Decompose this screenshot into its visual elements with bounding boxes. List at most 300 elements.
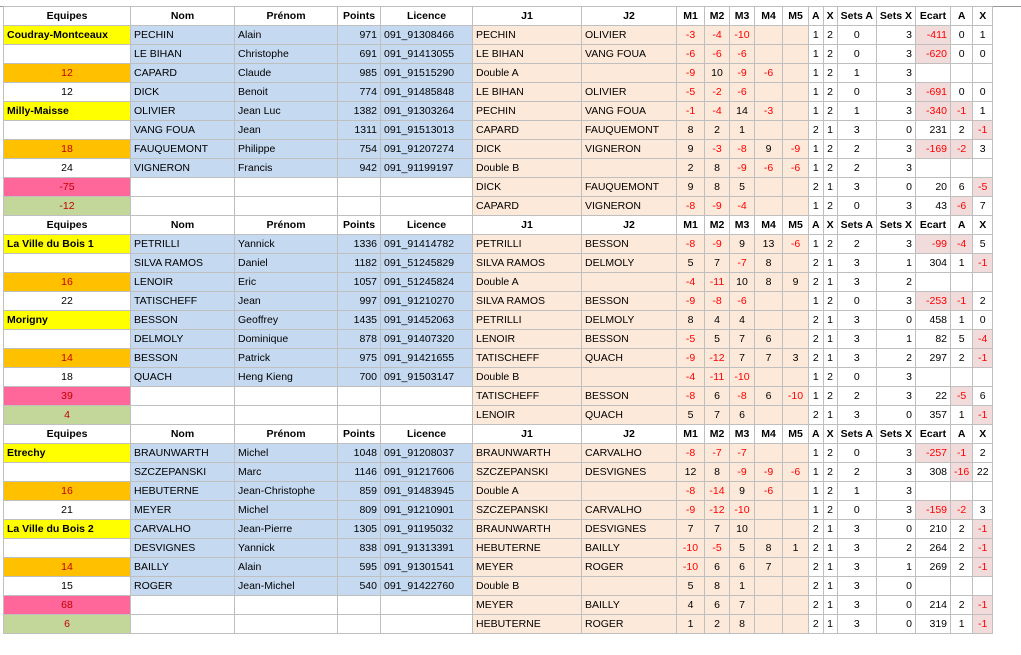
match-player1-cell[interactable]: BRAUNWARTH	[473, 520, 582, 539]
player-points-cell[interactable]: 971	[338, 26, 381, 45]
ecart-cell[interactable]: 214	[916, 596, 951, 615]
set-score-cell-m4[interactable]	[755, 83, 783, 102]
set-score-cell-m5[interactable]	[783, 83, 809, 102]
ecart-cell[interactable]	[916, 368, 951, 387]
player-points-cell[interactable]	[338, 387, 381, 406]
team-cell[interactable]: Morigny	[4, 311, 131, 330]
set-score-cell-m4[interactable]	[755, 368, 783, 387]
set-score-cell-m3[interactable]: 6	[730, 558, 755, 577]
match-player1-cell[interactable]: SZCZEPANSKI	[473, 501, 582, 520]
player-name-cell[interactable]: PETRILLI	[131, 235, 235, 254]
match-player2-cell[interactable]	[582, 482, 677, 501]
set-score-cell-m2[interactable]: 10	[705, 64, 730, 83]
winner-a-cell[interactable]: 2	[809, 520, 824, 539]
set-score-cell-m5[interactable]: -9	[783, 140, 809, 159]
set-score-cell-m3[interactable]: -8	[730, 140, 755, 159]
player-points-cell[interactable]: 809	[338, 501, 381, 520]
player-name-cell[interactable]: OLIVIER	[131, 102, 235, 121]
winner-x-cell[interactable]: 1	[823, 406, 837, 425]
ecart-cell[interactable]: -169	[916, 140, 951, 159]
column-header-m2[interactable]: M2	[705, 216, 730, 235]
ecart-cell[interactable]: -691	[916, 83, 951, 102]
set-score-cell-m3[interactable]: 7	[730, 596, 755, 615]
set-score-cell-m5[interactable]	[783, 577, 809, 596]
set-score-cell-m3[interactable]: 10	[730, 520, 755, 539]
column-header-a[interactable]: A	[809, 216, 824, 235]
set-score-cell-m3[interactable]: 9	[730, 482, 755, 501]
column-header-result-a[interactable]: A	[951, 425, 973, 444]
result-x-cell[interactable]: 3	[973, 501, 993, 520]
result-a-cell[interactable]	[951, 577, 973, 596]
player-name-cell[interactable]: TATISCHEFF	[131, 292, 235, 311]
sets-a-cell[interactable]: 3	[837, 615, 876, 634]
set-score-cell-m2[interactable]: 4	[705, 311, 730, 330]
ecart-cell[interactable]: -99	[916, 235, 951, 254]
team-cell[interactable]: 39	[4, 387, 131, 406]
winner-x-cell[interactable]: 2	[823, 26, 837, 45]
winner-a-cell[interactable]: 2	[809, 577, 824, 596]
match-player1-cell[interactable]: BRAUNWARTH	[473, 444, 582, 463]
column-header-result-a[interactable]: A	[951, 216, 973, 235]
set-score-cell-m3[interactable]: 7	[730, 330, 755, 349]
player-licence-cell[interactable]: 091_91207274	[381, 140, 473, 159]
set-score-cell-m2[interactable]: -12	[705, 349, 730, 368]
player-firstname-cell[interactable]: Jean Luc	[235, 102, 338, 121]
set-score-cell-m3[interactable]: 6	[730, 406, 755, 425]
player-name-cell[interactable]: SZCZEPANSKI	[131, 463, 235, 482]
player-licence-cell[interactable]: 091_91210901	[381, 501, 473, 520]
team-cell[interactable]: Etrechy	[4, 444, 131, 463]
column-header-a[interactable]: A	[809, 425, 824, 444]
sets-a-cell[interactable]: 3	[837, 311, 876, 330]
match-player1-cell[interactable]: HEBUTERNE	[473, 615, 582, 634]
player-name-cell[interactable]: VANG FOUA	[131, 121, 235, 140]
player-points-cell[interactable]: 1305	[338, 520, 381, 539]
player-firstname-cell[interactable]: Yannick	[235, 539, 338, 558]
player-licence-cell[interactable]: 091_91503147	[381, 368, 473, 387]
result-x-cell[interactable]	[973, 577, 993, 596]
set-score-cell-m3[interactable]: -10	[730, 368, 755, 387]
set-score-cell-m1[interactable]: -5	[677, 83, 705, 102]
result-x-cell[interactable]	[973, 482, 993, 501]
result-x-cell[interactable]	[973, 368, 993, 387]
ecart-cell[interactable]: 304	[916, 254, 951, 273]
set-score-cell-m5[interactable]	[783, 254, 809, 273]
match-player2-cell[interactable]: DESVIGNES	[582, 463, 677, 482]
set-score-cell-m4[interactable]: 7	[755, 349, 783, 368]
match-player2-cell[interactable]: QUACH	[582, 406, 677, 425]
team-cell[interactable]: 14	[4, 349, 131, 368]
match-player2-cell[interactable]: FAUQUEMONT	[582, 121, 677, 140]
match-player1-cell[interactable]: PETRILLI	[473, 311, 582, 330]
player-points-cell[interactable]: 859	[338, 482, 381, 501]
result-x-cell[interactable]: -1	[973, 596, 993, 615]
sets-a-cell[interactable]: 0	[837, 83, 876, 102]
ecart-cell[interactable]	[916, 159, 951, 178]
result-x-cell[interactable]: -1	[973, 406, 993, 425]
set-score-cell-m2[interactable]: -4	[705, 102, 730, 121]
winner-a-cell[interactable]: 2	[809, 596, 824, 615]
player-firstname-cell[interactable]: Jean-Michel	[235, 577, 338, 596]
set-score-cell-m4[interactable]	[755, 121, 783, 140]
column-header-points[interactable]: Points	[338, 425, 381, 444]
ecart-cell[interactable]: 357	[916, 406, 951, 425]
result-x-cell[interactable]: -1	[973, 254, 993, 273]
set-score-cell-m1[interactable]: -3	[677, 26, 705, 45]
result-a-cell[interactable]: 5	[951, 330, 973, 349]
match-player2-cell[interactable]	[582, 368, 677, 387]
ecart-cell[interactable]: -253	[916, 292, 951, 311]
winner-x-cell[interactable]: 1	[823, 577, 837, 596]
result-x-cell[interactable]: 0	[973, 311, 993, 330]
set-score-cell-m4[interactable]: 6	[755, 387, 783, 406]
player-name-cell[interactable]: FAUQUEMONT	[131, 140, 235, 159]
player-points-cell[interactable]: 1435	[338, 311, 381, 330]
player-licence-cell[interactable]	[381, 596, 473, 615]
sets-x-cell[interactable]: 3	[876, 368, 915, 387]
player-licence-cell[interactable]	[381, 615, 473, 634]
player-licence-cell[interactable]: 091_91414782	[381, 235, 473, 254]
winner-a-cell[interactable]: 1	[809, 140, 824, 159]
winner-x-cell[interactable]: 1	[823, 311, 837, 330]
column-header-m2[interactable]: M2	[705, 7, 730, 26]
player-name-cell[interactable]: MEYER	[131, 501, 235, 520]
winner-a-cell[interactable]: 1	[809, 45, 824, 64]
set-score-cell-m1[interactable]: -9	[677, 292, 705, 311]
winner-x-cell[interactable]: 1	[823, 330, 837, 349]
team-cell[interactable]	[4, 330, 131, 349]
set-score-cell-m3[interactable]: -9	[730, 463, 755, 482]
player-name-cell[interactable]: CARVALHO	[131, 520, 235, 539]
column-header-result-x[interactable]: X	[973, 425, 993, 444]
result-a-cell[interactable]	[951, 368, 973, 387]
result-x-cell[interactable]: -4	[973, 330, 993, 349]
result-x-cell[interactable]: 22	[973, 463, 993, 482]
column-header-m5[interactable]: M5	[783, 7, 809, 26]
ecart-cell[interactable]: 458	[916, 311, 951, 330]
set-score-cell-m4[interactable]	[755, 596, 783, 615]
winner-x-cell[interactable]: 2	[823, 387, 837, 406]
set-score-cell-m5[interactable]	[783, 45, 809, 64]
player-firstname-cell[interactable]	[235, 615, 338, 634]
team-cell[interactable]: 24	[4, 159, 131, 178]
sets-x-cell[interactable]: 3	[876, 140, 915, 159]
match-player2-cell[interactable]: DELMOLY	[582, 311, 677, 330]
match-player1-cell[interactable]: DICK	[473, 178, 582, 197]
sets-x-cell[interactable]: 3	[876, 444, 915, 463]
result-x-cell[interactable]: -1	[973, 539, 993, 558]
set-score-cell-m5[interactable]	[783, 330, 809, 349]
ecart-cell[interactable]: 231	[916, 121, 951, 140]
set-score-cell-m2[interactable]: -8	[705, 292, 730, 311]
sets-x-cell[interactable]: 0	[876, 596, 915, 615]
set-score-cell-m4[interactable]: 8	[755, 273, 783, 292]
winner-x-cell[interactable]: 2	[823, 102, 837, 121]
player-firstname-cell[interactable]: Heng Kieng	[235, 368, 338, 387]
column-header-m3[interactable]: M3	[730, 425, 755, 444]
match-player1-cell[interactable]: MEYER	[473, 596, 582, 615]
match-player2-cell[interactable]: FAUQUEMONT	[582, 178, 677, 197]
winner-x-cell[interactable]: 1	[823, 273, 837, 292]
result-x-cell[interactable]	[973, 273, 993, 292]
player-points-cell[interactable]	[338, 178, 381, 197]
player-name-cell[interactable]: CAPARD	[131, 64, 235, 83]
set-score-cell-m4[interactable]: 8	[755, 539, 783, 558]
ecart-cell[interactable]: 308	[916, 463, 951, 482]
winner-x-cell[interactable]: 2	[823, 197, 837, 216]
set-score-cell-m5[interactable]	[783, 64, 809, 83]
ecart-cell[interactable]: 43	[916, 197, 951, 216]
set-score-cell-m4[interactable]	[755, 406, 783, 425]
column-header-sets-a[interactable]: Sets A	[837, 7, 876, 26]
column-header-j2[interactable]: J2	[582, 425, 677, 444]
match-player1-cell[interactable]: SZCZEPANSKI	[473, 463, 582, 482]
sets-a-cell[interactable]: 3	[837, 178, 876, 197]
column-header-m4[interactable]: M4	[755, 425, 783, 444]
column-header-ecart[interactable]: Ecart	[916, 425, 951, 444]
match-player2-cell[interactable]: VIGNERON	[582, 197, 677, 216]
set-score-cell-m2[interactable]: 8	[705, 178, 730, 197]
sets-a-cell[interactable]: 3	[837, 330, 876, 349]
player-firstname-cell[interactable]	[235, 197, 338, 216]
set-score-cell-m1[interactable]: -6	[677, 45, 705, 64]
result-x-cell[interactable]	[973, 159, 993, 178]
match-player2-cell[interactable]: BESSON	[582, 235, 677, 254]
set-score-cell-m3[interactable]: 1	[730, 121, 755, 140]
result-x-cell[interactable]: -1	[973, 349, 993, 368]
player-licence-cell[interactable]	[381, 197, 473, 216]
match-player2-cell[interactable]: DESVIGNES	[582, 520, 677, 539]
result-x-cell[interactable]: 1	[973, 26, 993, 45]
set-score-cell-m4[interactable]: -6	[755, 64, 783, 83]
player-name-cell[interactable]: HEBUTERNE	[131, 482, 235, 501]
set-score-cell-m1[interactable]: -9	[677, 349, 705, 368]
sets-x-cell[interactable]: 0	[876, 311, 915, 330]
set-score-cell-m3[interactable]: 5	[730, 178, 755, 197]
set-score-cell-m1[interactable]: -8	[677, 197, 705, 216]
set-score-cell-m5[interactable]	[783, 102, 809, 121]
match-player2-cell[interactable]: VANG FOUA	[582, 102, 677, 121]
sets-x-cell[interactable]: 0	[876, 615, 915, 634]
set-score-cell-m2[interactable]: -9	[705, 235, 730, 254]
set-score-cell-m2[interactable]: -9	[705, 197, 730, 216]
winner-a-cell[interactable]: 1	[809, 387, 824, 406]
sets-a-cell[interactable]: 3	[837, 349, 876, 368]
sets-x-cell[interactable]: 2	[876, 539, 915, 558]
set-score-cell-m2[interactable]: -5	[705, 539, 730, 558]
player-name-cell[interactable]: SILVA RAMOS	[131, 254, 235, 273]
result-x-cell[interactable]: 2	[973, 292, 993, 311]
match-player2-cell[interactable]: OLIVIER	[582, 26, 677, 45]
set-score-cell-m2[interactable]: -3	[705, 140, 730, 159]
match-player1-cell[interactable]: LENOIR	[473, 406, 582, 425]
set-score-cell-m4[interactable]: -9	[755, 463, 783, 482]
sets-a-cell[interactable]: 2	[837, 235, 876, 254]
ecart-cell[interactable]: -159	[916, 501, 951, 520]
set-score-cell-m3[interactable]: 4	[730, 311, 755, 330]
result-x-cell[interactable]: 2	[973, 444, 993, 463]
result-x-cell[interactable]: -1	[973, 615, 993, 634]
set-score-cell-m5[interactable]	[783, 311, 809, 330]
player-firstname-cell[interactable]: Philippe	[235, 140, 338, 159]
team-cell[interactable]: 21	[4, 501, 131, 520]
player-firstname-cell[interactable]: Christophe	[235, 45, 338, 64]
ecart-cell[interactable]: 297	[916, 349, 951, 368]
team-cell[interactable]: Milly-Maisse	[4, 102, 131, 121]
winner-a-cell[interactable]: 2	[809, 273, 824, 292]
column-header-licence[interactable]: Licence	[381, 7, 473, 26]
result-a-cell[interactable]: 1	[951, 615, 973, 634]
column-header-sets-x[interactable]: Sets X	[876, 7, 915, 26]
column-header-x[interactable]: X	[823, 216, 837, 235]
player-points-cell[interactable]: 1048	[338, 444, 381, 463]
column-header-nom[interactable]: Nom	[131, 216, 235, 235]
player-points-cell[interactable]: 1182	[338, 254, 381, 273]
set-score-cell-m4[interactable]	[755, 520, 783, 539]
winner-x-cell[interactable]: 1	[823, 596, 837, 615]
sets-a-cell[interactable]: 0	[837, 368, 876, 387]
result-x-cell[interactable]: 3	[973, 140, 993, 159]
set-score-cell-m3[interactable]: -10	[730, 501, 755, 520]
winner-a-cell[interactable]: 2	[809, 558, 824, 577]
sets-a-cell[interactable]: 3	[837, 520, 876, 539]
set-score-cell-m2[interactable]: 6	[705, 596, 730, 615]
sets-x-cell[interactable]: 2	[876, 349, 915, 368]
winner-x-cell[interactable]: 2	[823, 140, 837, 159]
sets-x-cell[interactable]: 3	[876, 235, 915, 254]
match-player1-cell[interactable]: TATISCHEFF	[473, 349, 582, 368]
team-cell[interactable]: 15	[4, 577, 131, 596]
match-player1-cell[interactable]: LENOIR	[473, 330, 582, 349]
player-points-cell[interactable]: 838	[338, 539, 381, 558]
player-name-cell[interactable]: BRAUNWARTH	[131, 444, 235, 463]
player-firstname-cell[interactable]: Michel	[235, 444, 338, 463]
ecart-cell[interactable]: -620	[916, 45, 951, 64]
sets-x-cell[interactable]: 3	[876, 197, 915, 216]
set-score-cell-m5[interactable]: -6	[783, 463, 809, 482]
player-name-cell[interactable]: DELMOLY	[131, 330, 235, 349]
set-score-cell-m2[interactable]: 8	[705, 159, 730, 178]
column-header-j1[interactable]: J1	[473, 425, 582, 444]
match-player2-cell[interactable]	[582, 159, 677, 178]
sets-a-cell[interactable]: 0	[837, 501, 876, 520]
player-licence-cell[interactable]: 091_91513013	[381, 121, 473, 140]
column-header-m1[interactable]: M1	[677, 425, 705, 444]
set-score-cell-m2[interactable]: 8	[705, 463, 730, 482]
winner-a-cell[interactable]: 2	[809, 121, 824, 140]
winner-x-cell[interactable]: 2	[823, 444, 837, 463]
match-player2-cell[interactable]: CARVALHO	[582, 501, 677, 520]
player-points-cell[interactable]: 1382	[338, 102, 381, 121]
player-firstname-cell[interactable]	[235, 406, 338, 425]
match-player2-cell[interactable]: VIGNERON	[582, 140, 677, 159]
set-score-cell-m4[interactable]	[755, 26, 783, 45]
sets-a-cell[interactable]: 3	[837, 577, 876, 596]
column-header-m2[interactable]: M2	[705, 425, 730, 444]
match-player2-cell[interactable]: DELMOLY	[582, 254, 677, 273]
player-points-cell[interactable]	[338, 406, 381, 425]
set-score-cell-m5[interactable]	[783, 406, 809, 425]
match-player2-cell[interactable]: VANG FOUA	[582, 45, 677, 64]
winner-x-cell[interactable]: 2	[823, 501, 837, 520]
sets-x-cell[interactable]: 0	[876, 121, 915, 140]
sets-a-cell[interactable]: 2	[837, 463, 876, 482]
match-player1-cell[interactable]: SILVA RAMOS	[473, 254, 582, 273]
sets-a-cell[interactable]: 2	[837, 140, 876, 159]
player-points-cell[interactable]: 1057	[338, 273, 381, 292]
sets-x-cell[interactable]: 1	[876, 330, 915, 349]
match-player1-cell[interactable]: PECHIN	[473, 102, 582, 121]
set-score-cell-m5[interactable]	[783, 26, 809, 45]
winner-x-cell[interactable]: 2	[823, 159, 837, 178]
result-x-cell[interactable]: -1	[973, 121, 993, 140]
set-score-cell-m3[interactable]: -9	[730, 64, 755, 83]
winner-x-cell[interactable]: 2	[823, 482, 837, 501]
team-cell[interactable]: 12	[4, 83, 131, 102]
player-firstname-cell[interactable]: Jean-Christophe	[235, 482, 338, 501]
player-licence-cell[interactable]: 091_91483945	[381, 482, 473, 501]
sets-x-cell[interactable]: 3	[876, 64, 915, 83]
set-score-cell-m2[interactable]: -14	[705, 482, 730, 501]
winner-a-cell[interactable]: 1	[809, 102, 824, 121]
result-a-cell[interactable]: 2	[951, 539, 973, 558]
ecart-cell[interactable]	[916, 273, 951, 292]
set-score-cell-m5[interactable]	[783, 482, 809, 501]
winner-a-cell[interactable]: 1	[809, 501, 824, 520]
result-a-cell[interactable]: -16	[951, 463, 973, 482]
set-score-cell-m2[interactable]: 7	[705, 406, 730, 425]
result-x-cell[interactable]: -1	[973, 558, 993, 577]
set-score-cell-m5[interactable]	[783, 368, 809, 387]
set-score-cell-m1[interactable]: -10	[677, 539, 705, 558]
winner-x-cell[interactable]: 2	[823, 45, 837, 64]
player-points-cell[interactable]: 754	[338, 140, 381, 159]
set-score-cell-m2[interactable]: 6	[705, 558, 730, 577]
set-score-cell-m2[interactable]: -11	[705, 273, 730, 292]
column-header-points[interactable]: Points	[338, 216, 381, 235]
set-score-cell-m1[interactable]: -9	[677, 64, 705, 83]
player-firstname-cell[interactable]: Benoit	[235, 83, 338, 102]
player-points-cell[interactable]: 691	[338, 45, 381, 64]
player-firstname-cell[interactable]: Alain	[235, 26, 338, 45]
sets-a-cell[interactable]: 3	[837, 558, 876, 577]
set-score-cell-m3[interactable]: -4	[730, 197, 755, 216]
player-licence-cell[interactable]: 091_91413055	[381, 45, 473, 64]
result-a-cell[interactable]: 2	[951, 596, 973, 615]
sets-a-cell[interactable]: 0	[837, 26, 876, 45]
result-a-cell[interactable]: -6	[951, 197, 973, 216]
set-score-cell-m4[interactable]	[755, 45, 783, 64]
set-score-cell-m1[interactable]: 5	[677, 406, 705, 425]
player-firstname-cell[interactable]	[235, 387, 338, 406]
column-header-licence[interactable]: Licence	[381, 425, 473, 444]
player-points-cell[interactable]: 1146	[338, 463, 381, 482]
result-x-cell[interactable]: -5	[973, 178, 993, 197]
match-player1-cell[interactable]: CAPARD	[473, 197, 582, 216]
ecart-cell[interactable]: -257	[916, 444, 951, 463]
match-player1-cell[interactable]: Double A	[473, 64, 582, 83]
set-score-cell-m1[interactable]: -5	[677, 330, 705, 349]
result-a-cell[interactable]: 2	[951, 558, 973, 577]
set-score-cell-m2[interactable]: 8	[705, 577, 730, 596]
match-player2-cell[interactable]	[582, 64, 677, 83]
player-name-cell[interactable]	[131, 406, 235, 425]
set-score-cell-m4[interactable]: -6	[755, 159, 783, 178]
winner-a-cell[interactable]: 2	[809, 311, 824, 330]
set-score-cell-m1[interactable]: -8	[677, 482, 705, 501]
column-header-a[interactable]: A	[809, 7, 824, 26]
match-player1-cell[interactable]: LE BIHAN	[473, 83, 582, 102]
